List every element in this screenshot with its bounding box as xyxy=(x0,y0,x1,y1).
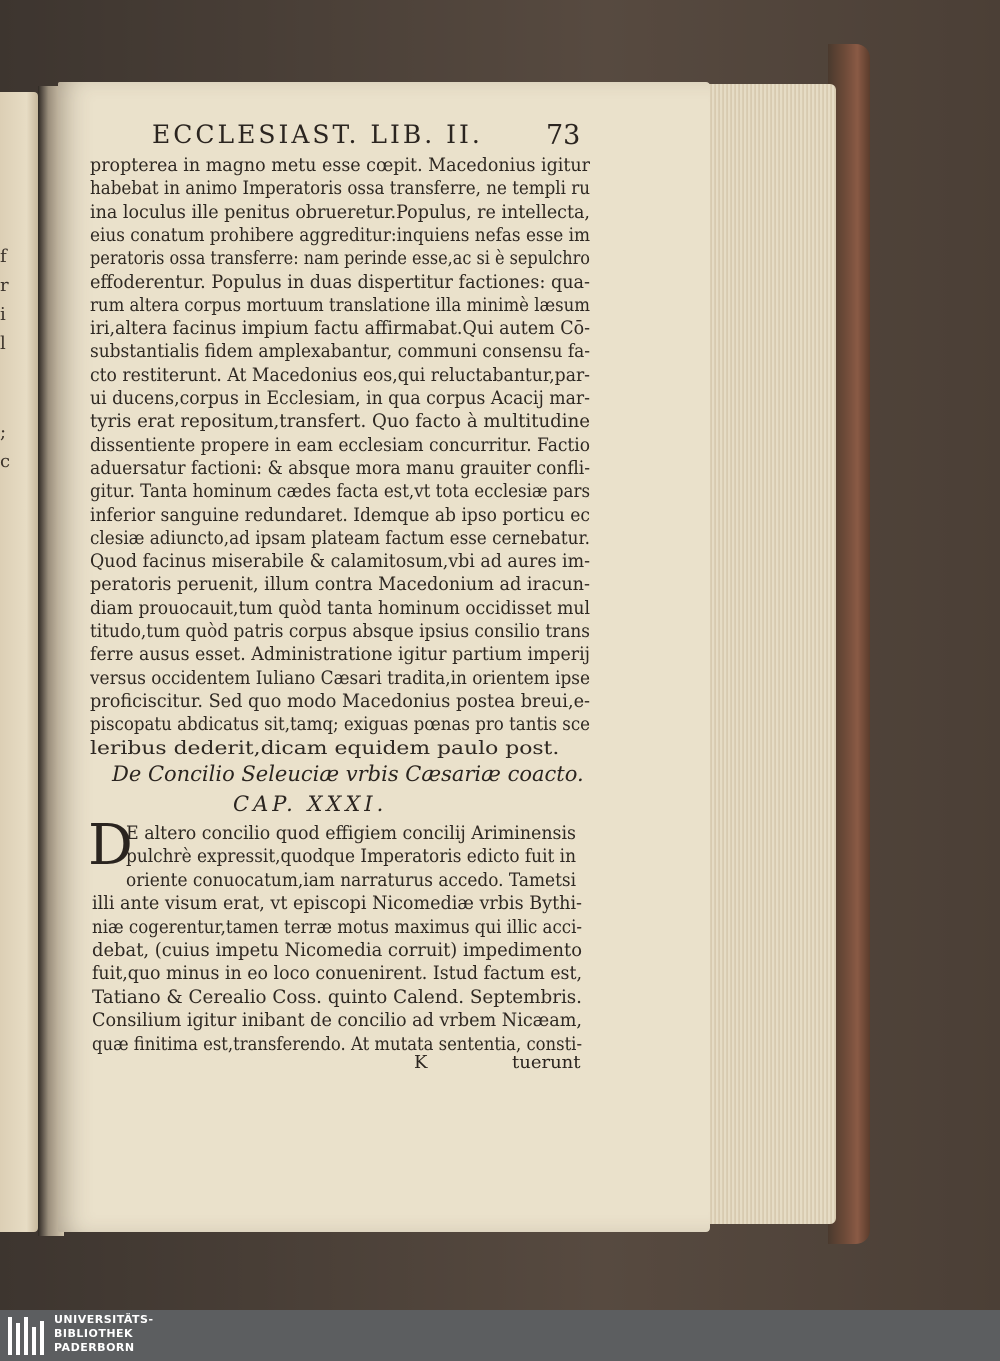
body-line: ina loculus ille penitus obrueretur.Populus, re intellecta, xyxy=(90,200,590,223)
left-mark: r xyxy=(0,275,9,296)
body-line: eius conatum prohibere aggreditur:inquiens nefas esse im xyxy=(90,223,590,246)
body-line: cto restiterunt. At Macedonius eos,qui reluctabantur,par- xyxy=(90,363,590,386)
body-line: piscopatu abdicatus sit,tamq; exiguas pœnas pro tantis sce xyxy=(90,713,590,736)
page-fore-edge xyxy=(700,84,836,1224)
running-header xyxy=(152,120,592,154)
body-line: aduersatur factioni: & absque mora manu grauiter confli- xyxy=(90,456,590,479)
body-line: habebat in animo Imperatoris ossa transferre, ne templi ru xyxy=(90,177,590,200)
catchword: tuerunt xyxy=(512,1052,581,1073)
left-mark: f xyxy=(0,246,7,267)
body-line: Quod facinus miserabile & calamitosum,vbi ad aures im- xyxy=(90,550,590,573)
body-line: rum altera corpus mortuum translatione illa minimè læsum xyxy=(90,293,590,316)
chapter-line: E altero concilio quod effigiem concilij Ariminensis xyxy=(126,822,576,844)
body-line: iri,altera facinus impium factu affirmabat.Qui autem Cō- xyxy=(90,317,590,340)
body-line: gitur. Tanta hominum cædes facta est,vt tota ecclesiæ pars xyxy=(90,480,590,503)
chapter-line: quæ finitima est,transferendo. At mutata sententia, consti- xyxy=(92,1032,582,1055)
chapter-line: fuit,quo minus in eo loco conuenirent. Istud factum est, xyxy=(92,962,582,985)
chapter-line: Tatiano & Cerealio Coss. quinto Calend. Septembris. xyxy=(92,985,582,1008)
body-line: propterea in magno metu esse cœpit. Macedonius igitur xyxy=(90,154,590,176)
footer-line: BIBLIOTHEK xyxy=(54,1327,134,1340)
chapter-line: Consilium igitur inibant de concilio ad vrbem Nicæam, xyxy=(92,1009,582,1032)
left-mark: ; xyxy=(0,422,7,443)
body-line: titudo,tum quòd patris corpus absque ipsius consilio trans xyxy=(90,620,590,642)
body-line: ui ducens,corpus in Ecclesiam, in qua corpus Acacij mar- xyxy=(90,387,590,409)
body-line: ferre ausus esset. Administratione igitur partium imperij xyxy=(90,643,590,666)
body-line: peratoris peruenit, illum contra Macedonium ad iracun- xyxy=(90,573,590,596)
left-mark: l xyxy=(0,333,6,354)
body-line: inferior sanguine redundaret. Idemque ab ipso porticu ec xyxy=(90,503,590,526)
chapter-number: CAP. XXXI. xyxy=(233,792,388,816)
signature-mark: K xyxy=(414,1052,428,1073)
body-line: effoderentur. Populus in duas dispertitur factiones: qua- xyxy=(90,270,590,293)
body-line: clesiæ adiuncto,ad ipsam plateam factum esse cernebatur. xyxy=(90,526,590,549)
page-number: 73 xyxy=(546,120,581,151)
left-page-margin-marks xyxy=(0,242,14,492)
footer-bar xyxy=(0,1310,1000,1361)
header-title: ECCLESIAST. LIB. II. xyxy=(152,120,483,149)
body-line: substantialis fidem amplexabantur, communi consensu fa- xyxy=(90,340,590,363)
drop-cap: D xyxy=(88,813,133,878)
library-logo-icon xyxy=(6,1315,46,1357)
body-line: versus occidentem Iuliano Cæsari tradita,in orientem ipse xyxy=(90,666,590,689)
body-line: diam prouocauit,tum quòd tanta hominum occidisset mul xyxy=(90,596,590,619)
chapter-line: niæ cogerentur,tamen terræ motus maximus qui illic acci- xyxy=(92,915,582,938)
body-line: tyris erat repositum,transfert. Quo facto à multitudine xyxy=(90,410,590,433)
chapter-line: debat, (cuius impetu Nicomedia corruit) impedimento xyxy=(92,939,582,961)
chapter-line: oriente conuocatum,iam narraturus accedo. Tametsi xyxy=(126,868,576,891)
body-line: peratoris ossa transferre: nam perinde esse,ac si è sepulchro xyxy=(90,247,590,270)
left-mark: c xyxy=(0,451,11,472)
footer-institution-name xyxy=(54,1313,254,1359)
body-line: dissentiente propere in eam ecclesiam concurritur. Factio xyxy=(90,433,590,456)
body-line: proficiscitur. Sed quo modo Macedonius postea breui,e- xyxy=(90,689,590,712)
footer-line: PADERBORN xyxy=(54,1341,135,1354)
footer-line: UNIVERSITÄTS- xyxy=(54,1313,154,1326)
chapter-line: illi ante visum erat, vt episcopi Nicomediæ vrbis Bythi- xyxy=(92,892,582,915)
body-line: leribus dederit,dicam equidem paulo post. xyxy=(90,736,560,759)
chapter-title: De Concilio Seleuciæ vrbis Cæsariæ coacto. xyxy=(112,762,584,786)
left-mark: i xyxy=(0,304,6,325)
chapter-line: pulchrè expressit,quodque Imperatoris edicto fuit in xyxy=(126,845,576,868)
left-page-edge xyxy=(0,92,38,1232)
